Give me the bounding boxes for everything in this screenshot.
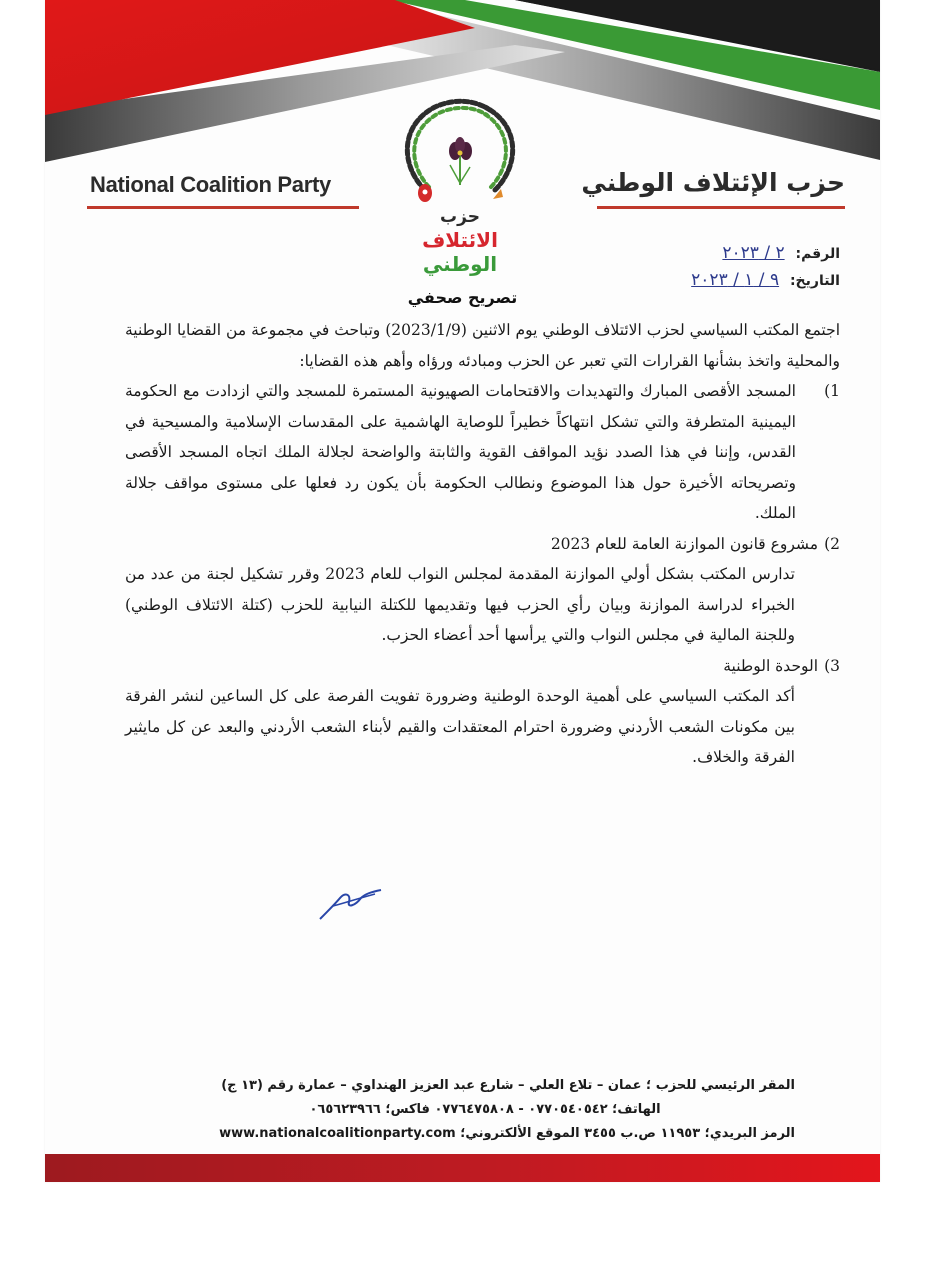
document-title: تصريح صحفي bbox=[407, 288, 518, 307]
party-logo bbox=[395, 95, 525, 276]
party-name-arabic: حزب الإئتلاف الوطني bbox=[581, 168, 845, 197]
logo-caption-red: الائتلاف bbox=[422, 228, 498, 252]
list-item bbox=[125, 651, 840, 682]
logo-caption-green: الوطني bbox=[422, 252, 498, 276]
footer-postal-website: الرمز البريدي؛ ١١٩٥٣ ص.ب ٣٤٥٥ الموقع الألكتروني؛ www.nationalcoalitionparty.com bbox=[219, 1126, 795, 1141]
item-number: 2) bbox=[824, 534, 840, 553]
logo-caption-line2 bbox=[395, 228, 525, 276]
item-text: أكد المكتب السياسي على أهمية الوحدة الوطنية وضرورة تفويت الفرصة على كل الساعين لنشر الفرقة بين مكونات الشعب الأردني وضرورة احترام المعتقدات والقيم لأبناء الشعب الأردني والبعد عن كل مايثير الفرقة والخلاف. bbox=[125, 687, 795, 766]
letter-page bbox=[45, 0, 880, 1182]
reference-number-label: الرقم: bbox=[795, 246, 840, 262]
item-text: المسجد الأقصى المبارك والتهديدات والاقتحامات الصهيونية المستمرة للمسجد والتي ازدادت مع الحكومة اليمينية المتطرفة والتي تشكل انتهاكاً خطيراً للوصاية الهاشمية على المقدسات الإسلامية والمسيحية في القدس، وإننا في هذا الصدد نؤيد المواقف القوية والثابتة والواضحة لجلالة الملك اتجاه المسجد الأقصى وتصريحاته الأخيرة حول هذا الموضوع ونطالب الحكومة بأن يكون رد فعلها على مستوى مواقف جلالة الملك. bbox=[125, 382, 796, 522]
item-number: 3) bbox=[824, 656, 840, 675]
footer-red-bar bbox=[45, 1154, 880, 1182]
reference-number-value: ٢ / ٢٠٢٣ bbox=[722, 243, 785, 263]
divider bbox=[597, 206, 845, 209]
party-name-english: National Coalition Party bbox=[90, 172, 331, 197]
wheat-wreath-icon bbox=[395, 95, 525, 210]
footer-contact bbox=[145, 1074, 795, 1146]
document-body bbox=[125, 315, 840, 773]
reference-number-row bbox=[691, 240, 840, 267]
reference-date-value: ٩ / ١ / ٢٠٢٣ bbox=[691, 270, 780, 290]
reference-block bbox=[691, 240, 840, 294]
reference-date-label: التاريخ: bbox=[789, 273, 840, 289]
intro-paragraph: اجتمع المكتب السياسي لحزب الائتلاف الوطني يوم الاثنين (2023/1/9) وتباحث في مجموعة من القضايا الوطنية والمحلية واتخذ بشأنها القرارات التي تعبر عن الحزب ومبادئه ورؤاه وأهم هذه القضايا: bbox=[125, 321, 840, 370]
logo-caption-line1: حزب bbox=[440, 207, 480, 227]
list-item bbox=[125, 529, 840, 560]
item-heading: الوحدة الوطنية bbox=[723, 656, 819, 675]
item-text: تدارس المكتب بشكل أولي الموازنة المقدمة لمجلس النواب للعام 2023 وقرر تشكيل لجنة من عدد من الخبراء لدراسة الموازنة وبيان رأي الحزب فيها وتقديمها للكتلة النيابية للحزب (كتلة الائتلاف الوطني) وللجنة المالية في مجلس النواب والتي يرأسها أحد أعضاء الحزب. bbox=[125, 565, 795, 644]
footer-phone: الهاتف؛ ٠٧٧٠٥٤٠٥٤٢ - ٠٧٧٦٤٧٥٨٠٨ فاكس؛ ٠٦٥٦٢٣٩٦٦ bbox=[309, 1102, 661, 1117]
footer-address: المقر الرئيسي للحزب ؛ عمان – تلاع العلي – شارع عبد العزيز الهنداوي – عمارة رقم (١٣ ج) bbox=[221, 1078, 795, 1093]
item-heading: مشروع قانون الموازنة العامة للعام 2023 bbox=[550, 534, 819, 553]
signature-icon bbox=[315, 884, 385, 924]
item-number: 1) bbox=[824, 382, 840, 400]
list-item bbox=[125, 376, 840, 529]
divider bbox=[87, 206, 359, 209]
